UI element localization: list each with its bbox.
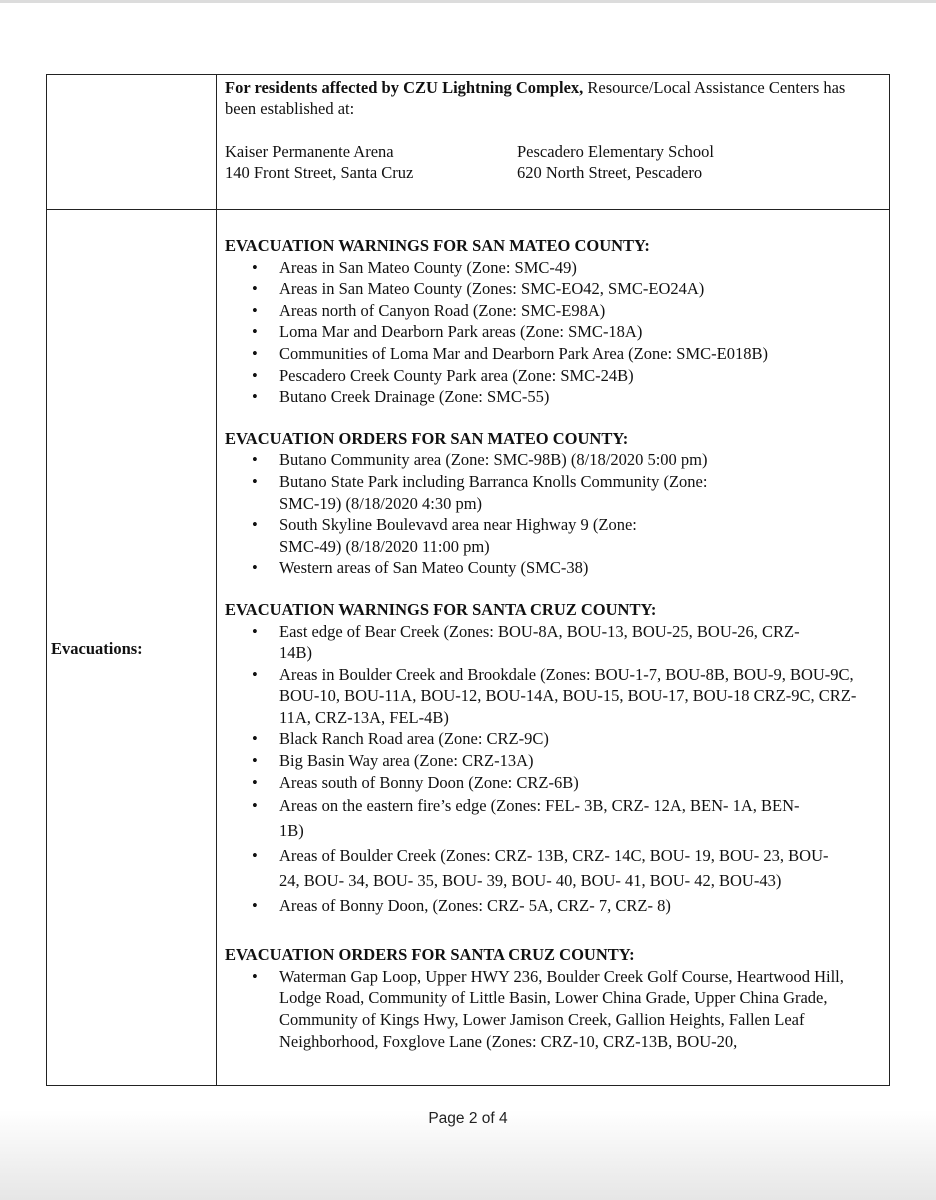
list-item: • Western areas of San Mateo County (SMC-38) [225, 557, 885, 579]
center-name: Kaiser Permanente Arena [225, 142, 394, 161]
assistance-intro [225, 77, 875, 119]
table-row-divider [47, 209, 889, 210]
list-item: • Areas north of Canyon Road (Zone: SMC-E98A) [225, 300, 885, 322]
list-item: • Communities of Loma Mar and Dearborn Park Area (Zone: SMC-E018B) [225, 343, 885, 365]
list-item: • Areas on the eastern fire’s edge (Zones: FEL- 3B, CRZ- 12A, BEN- 1A, BEN-1B) [225, 793, 885, 843]
table-column-divider [216, 75, 217, 1085]
list-item: • Areas in San Mateo County (Zones: SMC-EO42, SMC-EO24A) [225, 278, 885, 300]
assistance-centers-list [225, 141, 875, 183]
evac-section-scc-orders [225, 944, 885, 1052]
section-title: EVACUATION ORDERS FOR SAN MATEO COUNTY: [225, 428, 629, 448]
list-item: • Areas south of Bonny Doon (Zone: CRZ-6B) [225, 772, 885, 794]
list-item: • Black Ranch Road area (Zone: CRZ-9C) [225, 728, 885, 750]
list-item: • Waterman Gap Loop, Upper HWY 236, Boulder Creek Golf Course, Heartwood Hill, Lodge Road, Community of Little Basin, Lower China Grade, Upper China Grade, Community of Kings Hwy, Lower Jamison Creek, Gallion Heights, Fallen Leaf Neighborhood, Foxglove Lane (Zones: CRZ-10, CRZ-13B, BOU-20, [225, 966, 885, 1052]
center-address: 140 Front Street, Santa Cruz [225, 163, 414, 182]
list-item: • Pescadero Creek County Park area (Zone: SMC-24B) [225, 365, 885, 387]
evacuations-label: Evacuations: [51, 639, 143, 658]
section-title: EVACUATION WARNINGS FOR SAN MATEO COUNTY: [225, 236, 650, 255]
list-item: • Butano Creek Drainage (Zone: SMC-55) [225, 386, 885, 408]
list-item: • Areas of Bonny Doon, (Zones: CRZ- 5A, CRZ- 7, CRZ- 8) [225, 893, 885, 918]
page-top-edge [0, 0, 936, 3]
bullet-list [225, 257, 885, 408]
info-table [46, 74, 890, 1086]
bullet-list [225, 966, 885, 1052]
evacuations-cell [225, 235, 885, 1072]
list-item: • South Skyline Boulevavd area near Highway 9 (Zone: SMC-49) (8/18/2020 11:00 pm) [225, 514, 885, 557]
list-item: • Areas in San Mateo County (Zone: SMC-49) [225, 257, 885, 279]
evac-section-scc-warnings [225, 599, 885, 918]
page-number: Page 2 of 4 [428, 1110, 508, 1127]
bullet-list [225, 621, 885, 919]
assistance-centers-cell [225, 77, 875, 183]
section-title: EVACUATION WARNINGS FOR SANTA CRUZ COUNTY: [225, 599, 657, 619]
list-item: • Areas in Boulder Creek and Brookdale (Zones: BOU-1-7, BOU-8B, BOU-9, BOU-9C, BOU-10, BOU-11A, BOU-12, BOU-14A, BOU-15, BOU-17, BOU-18 CRZ-9C, CRZ-11A, CRZ-13A, FEL-4B) [225, 664, 885, 729]
evac-section-smc-orders [225, 428, 885, 579]
list-item: • Loma Mar and Dearborn Park areas (Zone: SMC-18A) [225, 321, 885, 343]
evac-section-smc-warnings [225, 235, 885, 408]
list-item: • Butano Community area (Zone: SMC-98B) (8/18/2020 5:00 pm) [225, 449, 885, 471]
list-item: • East edge of Bear Creek (Zones: BOU-8A, BOU-13, BOU-25, BOU-26, CRZ-14B) [225, 621, 885, 664]
section-title: EVACUATION ORDERS FOR SANTA CRUZ COUNTY: [225, 945, 635, 965]
center-name: Pescadero Elementary School [517, 142, 715, 161]
bullet-list [225, 449, 885, 579]
assistance-intro-bold: For residents affected by CZU Lightning Complex, [225, 78, 584, 97]
list-item: • Big Basin Way area (Zone: CRZ-13A) [225, 750, 885, 772]
assistance-intro-text: Resource/Local Assistance Centers has been established at: [225, 78, 846, 118]
list-item: • Butano State Park including Barranca Knolls Community (Zone: SMC-19) (8/18/2020 4:30 pm) [225, 471, 885, 514]
list-item: • Areas of Boulder Creek (Zones: CRZ- 13B, CRZ- 14C, BOU- 19, BOU- 23, BOU-24, BOU- 34, BOU- 35, BOU- 39, BOU- 40, BOU- 41, BOU- 42, BOU-43) [225, 843, 885, 893]
center-address: 620 North Street, Pescadero [517, 163, 703, 182]
